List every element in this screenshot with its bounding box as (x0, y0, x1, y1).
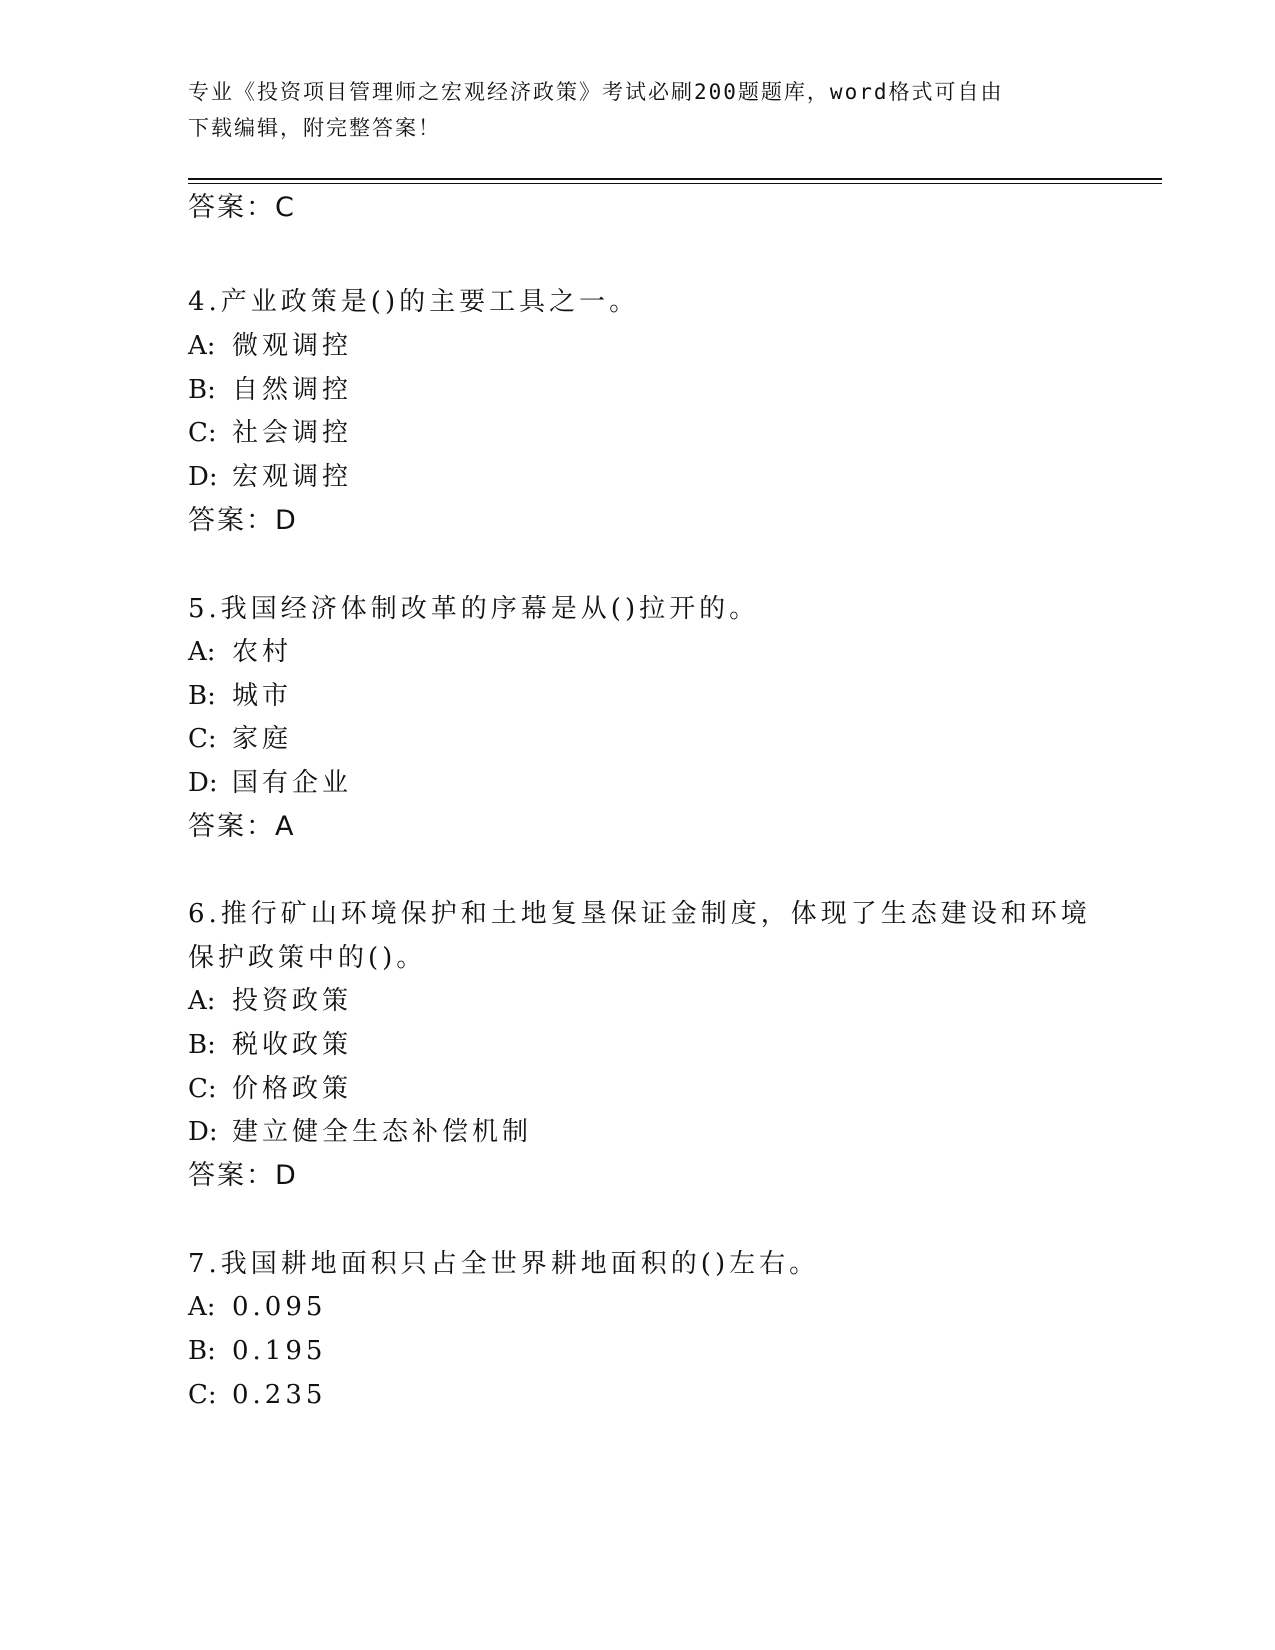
document-header (188, 74, 1068, 146)
question-7-option-a: A: 0.095 (188, 1292, 327, 1322)
question-6-option-d: D: 建立健全生态补偿机制 (188, 1117, 533, 1147)
question-4-answer: 答案：D (188, 505, 298, 536)
question-5-option-d: D: 国有企业 (188, 768, 353, 798)
question-7-stem: 7.我国耕地面积只占全世界耕地面积的()左右。 (188, 1249, 820, 1279)
question-6-stem-line-1: 6.推行矿山环境保护和土地复垦保证金制度，体现了生态建设和环境 (188, 899, 1091, 929)
question-6-option-a: A: 投资政策 (188, 986, 353, 1016)
header-divider-thin (188, 183, 1162, 184)
question-6-answer: 答案：D (188, 1160, 298, 1191)
question-7-option-b: B: 0.195 (188, 1336, 327, 1366)
header-line-2: 下载编辑，附完整答案！ (188, 116, 441, 140)
header-divider-thick (188, 178, 1162, 180)
question-4-option-b: B: 自然调控 (188, 375, 353, 405)
question-6-option-b: B: 税收政策 (188, 1030, 353, 1060)
question-4-option-c: C: 社会调控 (188, 418, 353, 448)
question-7-option-c: C: 0.235 (188, 1380, 327, 1410)
answer-previous: 答案：C (188, 192, 296, 223)
question-5-stem: 5.我国经济体制改革的序幕是从()拉开的。 (188, 594, 760, 624)
question-5-answer: 答案：A (188, 811, 296, 842)
question-6-option-c: C: 价格政策 (188, 1074, 353, 1104)
question-4-option-a: A: 微观调控 (188, 331, 353, 361)
question-4-stem: 4.产业政策是()的主要工具之一。 (188, 287, 640, 317)
question-4-option-d: D: 宏观调控 (188, 462, 353, 492)
question-5-option-b: B: 城市 (188, 681, 293, 711)
question-6-stem-line-2: 保护政策中的()。 (188, 943, 427, 973)
question-5-option-c: C: 家庭 (188, 724, 293, 754)
header-line-1: 专业《投资项目管理师之宏观经济政策》考试必刷200题题库，word格式可自由 (188, 80, 1004, 104)
question-5-option-a: A: 农村 (188, 637, 293, 667)
